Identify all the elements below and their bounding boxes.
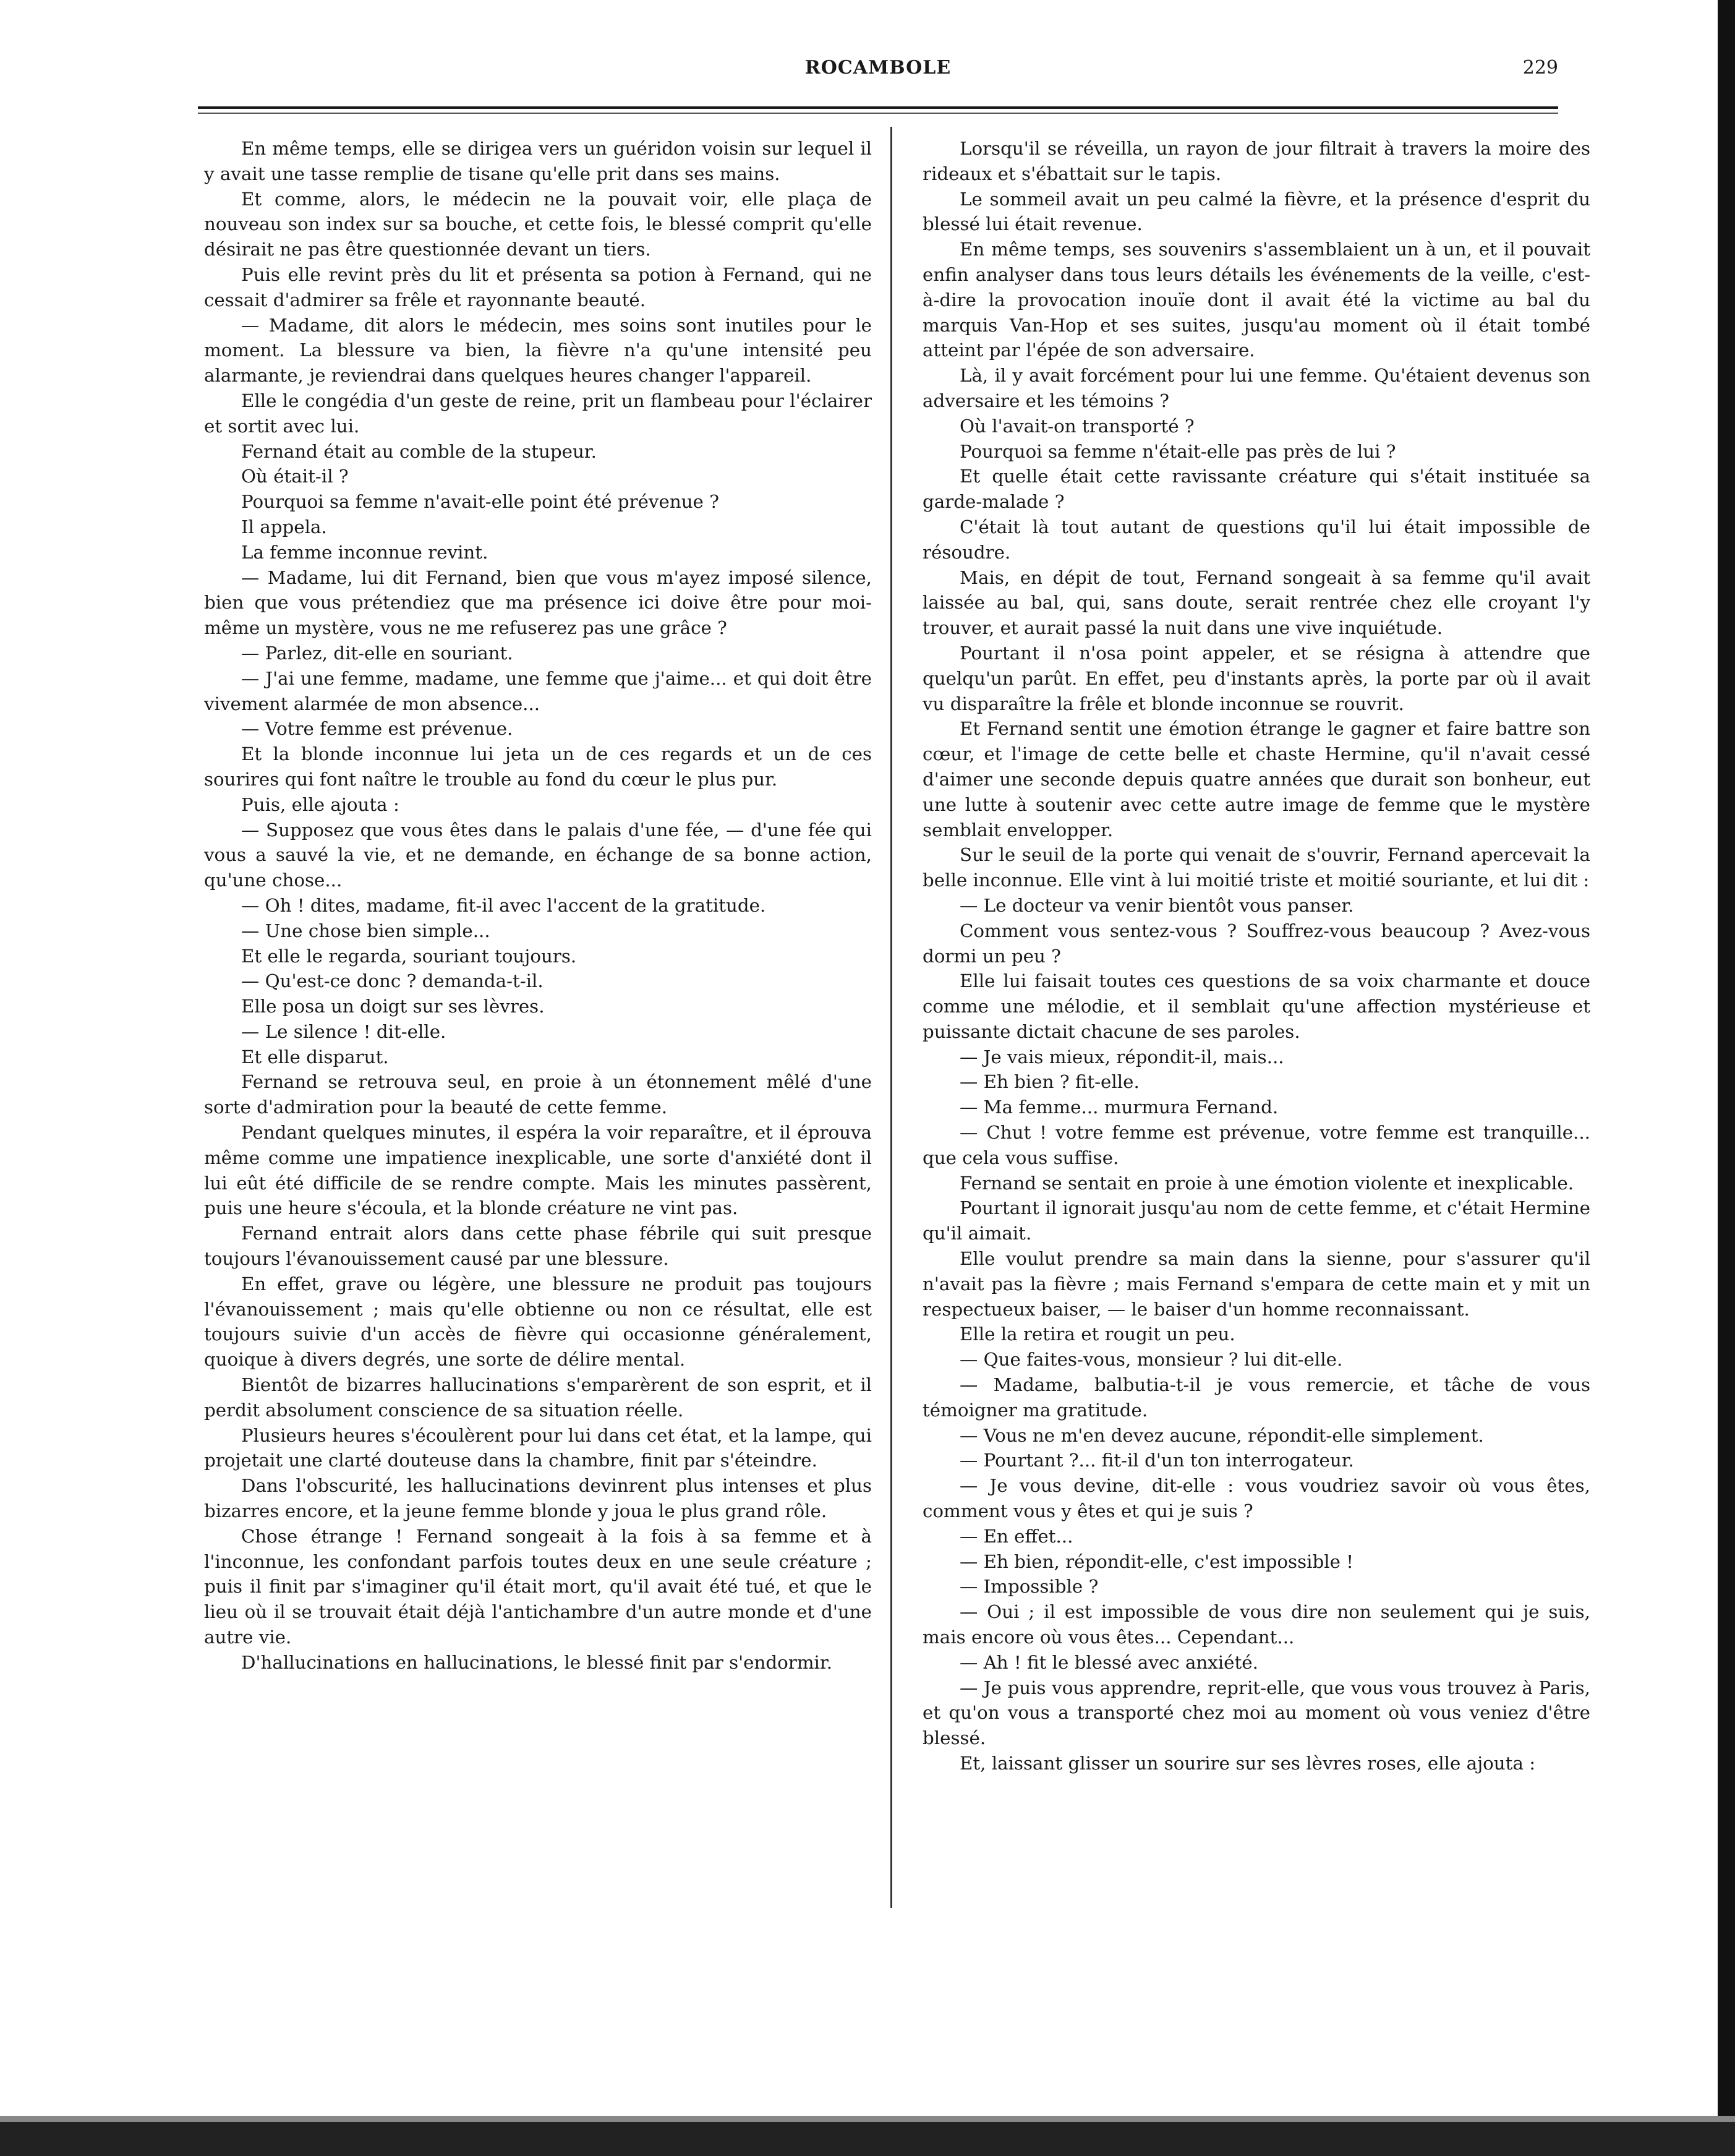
paragraph: Et elle le regarda, souriant toujours. [241, 945, 577, 967]
paragraph: — Pourtant ?... fit-il d'un ton interrogateur. [960, 1450, 1354, 1471]
paragraph: — Vous ne m'en devez aucune, répondit-elle simplement. [960, 1424, 1484, 1446]
paragraph: Et la blonde inconnue lui jeta un de ces regards et un de ces sourires qui font naître le trouble au fond du cœur le plus pur. [204, 743, 872, 790]
paragraph: Lorsqu'il se réveilla, un rayon de jour filtrait à travers la moire des rideaux et s'ébattait sur le tapis. [923, 138, 1590, 184]
right-column [923, 136, 1590, 1776]
paragraph: — Supposez que vous êtes dans le palais d'une fée, — d'une fée qui vous a sauvé la vie, et ne demande, en échange de sa bonne action, qu'une chose... [204, 819, 872, 891]
paragraph: Puis, elle ajouta : [241, 794, 399, 815]
paragraph: — Parlez, dit-elle en souriant. [241, 642, 513, 664]
paragraph: Mais, en dépit de tout, Fernand songeait à sa femme qu'il avait laissée au bal, qui, sans doute, serait rentrée chez elle croyant l'y trouver, et aurait passé la nuit dans une vive inquiétude. [923, 567, 1590, 639]
scan-edge-right [1718, 0, 1735, 2156]
paragraph: — Impossible ? [960, 1576, 1099, 1598]
column-divider [890, 127, 892, 1908]
paragraph: Plusieurs heures s'écoulèrent pour lui dans cet état, et la lampe, qui projetait une clarté douteuse dans la chambre, finit par s'éteindre. [204, 1424, 872, 1471]
paragraph: Le sommeil avait un peu calmé la fièvre, et la présence d'esprit du blessé lui était revenue. [923, 188, 1590, 235]
paragraph: — Que faites-vous, monsieur ? lui dit-elle. [960, 1349, 1343, 1371]
paragraph: — Eh bien, répondit-elle, c'est impossible ! [960, 1551, 1354, 1572]
paragraph: En même temps, ses souvenirs s'assemblaient un à un, et il pouvait enfin analyser dans tous leurs détails les événements de la veille, c'est-à-dire la provocation inouïe dont il avait été la victime au bal du marquis Van-Hop et ses suites, jusqu'au moment où il était tombé atteint par l'épée de son adversaire. [923, 239, 1590, 361]
paragraph: D'hallucinations en hallucinations, le blessé finit par s'endormir. [241, 1651, 833, 1673]
paragraph: — Oh ! dites, madame, fit-il avec l'accent de la gratitude. [241, 894, 766, 916]
paragraph: Dans l'obscurité, les hallucinations devinrent plus intenses et plus bizarres encore, et la jeune femme blonde y joua le plus grand rôle. [204, 1475, 872, 1522]
paragraph: Pourtant il n'osa point appeler, et se résigna à attendre que quelqu'un parût. En effet, peu d'instants après, la porte par où il avait vu disparaître la frêle et blonde inconnue se rouvrit. [923, 642, 1590, 714]
paragraph: — Le silence ! dit-elle. [241, 1020, 446, 1042]
paragraph: — Le docteur va venir bientôt vous panser. [960, 894, 1354, 916]
paragraph: Fernand se sentait en proie à une émotion violente et inexplicable. [960, 1172, 1574, 1194]
paragraph: — Eh bien ? fit-elle. [960, 1071, 1140, 1093]
paragraph: Comment vous sentez-vous ? Souffrez-vous beaucoup ? Avez-vous dormi un peu ? [923, 920, 1590, 967]
paragraph: — Ah ! fit le blessé avec anxiété. [960, 1651, 1258, 1673]
header-rule-thin [198, 113, 1558, 114]
paragraph: En même temps, elle se dirigea vers un guéridon voisin sur lequel il y avait une tasse remplie de tisane qu'elle prit dans ses mains. [204, 138, 872, 184]
paragraph: — Je vous devine, dit-elle : vous voudriez savoir où vous êtes, comment vous y êtes et qui je suis ? [923, 1475, 1590, 1522]
paragraph: — Je puis vous apprendre, reprit-elle, que vous vous trouvez à Paris, et qu'on vous a transporté chez moi au moment où vous veniez d'être blessé. [923, 1677, 1590, 1749]
paragraph: Elle le congédia d'un geste de reine, prit un flambeau pour l'éclairer et sortit avec lui. [204, 390, 872, 437]
paragraph: Pourquoi sa femme n'était-elle pas près de lui ? [960, 440, 1396, 462]
paragraph: Elle lui faisait toutes ces questions de sa voix charmante et douce comme une mélodie, et il semblait qu'une affection mystérieuse et puissante dictait chacune de ses paroles. [923, 970, 1590, 1042]
paragraph: — Votre femme est prévenue. [241, 718, 513, 740]
paragraph: La femme inconnue revint. [241, 541, 488, 563]
paragraph: Et Fernand sentit une émotion étrange le gagner et faire battre son cœur, et l'image de cette belle et chaste Hermine, qu'il n'avait cessé d'aimer une seconde depuis quatre années que durait son bonheur, eut une lutte à soutenir avec cette autre image de femme que le mystère semblait envelopper. [923, 718, 1590, 841]
paragraph: Où l'avait-on transporté ? [960, 415, 1195, 437]
page-header [198, 57, 1558, 88]
paragraph: — J'ai une femme, madame, une femme que j'aime... et qui doit être vivement alarmée de mon absence... [204, 667, 872, 714]
paragraph: — Ma femme... murmura Fernand. [960, 1097, 1279, 1118]
scan-edge-bottom-fade [0, 2116, 1735, 2122]
paragraph: Bientôt de bizarres hallucinations s'emparèrent de son esprit, et il perdit absolument conscience de sa situation réelle. [204, 1374, 872, 1421]
paragraph: Et quelle était cette ravissante créature qui s'était instituée sa garde-malade ? [923, 466, 1590, 513]
paragraph: Et elle disparut. [241, 1046, 389, 1067]
paragraph: — Oui ; il est impossible de vous dire non seulement qui je suis, mais encore où vous êtes... Cependant... [923, 1601, 1590, 1648]
page-number: 229 [1522, 57, 1558, 79]
paragraph: — Une chose bien simple... [241, 920, 490, 941]
paragraph: Elle posa un doigt sur ses lèvres. [241, 996, 545, 1017]
scan-edge-bottom [0, 2122, 1735, 2156]
paragraph: — Madame, dit alors le médecin, mes soins sont inutiles pour le moment. La blessure va bien, la fièvre n'a qu'une intensité peu alarmante, je reviendrai dans quelques heures changer l'appareil. [204, 314, 872, 387]
paragraph: Elle la retira et rougit un peu. [960, 1324, 1235, 1345]
paragraph: Et, laissant glisser un sourire sur ses lèvres roses, elle ajouta : [960, 1753, 1536, 1774]
paragraph: Où était-il ? [241, 466, 349, 487]
paragraph: Pourquoi sa femme n'avait-elle point été prévenue ? [241, 491, 719, 513]
paragraph: En effet, grave ou légère, une blessure ne produit pas toujours l'évanouissement ; mais qu'elle obtienne ou non ce résultat, elle est toujours suivie d'un accès de fièvre qui occasionne généralement, quoique à divers degrés, une sorte de délire mental. [204, 1273, 872, 1371]
paragraph: — Qu'est-ce donc ? demanda-t-il. [241, 970, 544, 992]
paragraph: Pourtant il ignorait jusqu'au nom de cette femme, et c'était Hermine qu'il aimait. [923, 1197, 1590, 1244]
paragraph: Sur le seuil de la porte qui venait de s'ouvrir, Fernand apercevait la belle inconnue. Elle vint à lui moitié triste et moitié souriante, et lui dit : [923, 844, 1590, 891]
paragraph: — Je vais mieux, répondit-il, mais... [960, 1046, 1284, 1067]
paragraph: Chose étrange ! Fernand songeait à la fois à sa femme et à l'inconnue, les confondant parfois toutes deux en une seule créature ; puis il finit par s'imaginer qu'il était mort, qu'il avait été tué, et que le lieu où il se trouvait était déjà l'antichambre d'un autre monde et d'une autre vie. [204, 1525, 872, 1648]
paragraph: Fernand était au comble de la stupeur. [241, 440, 597, 462]
paragraph: Là, il y avait forcément pour lui une femme. Qu'étaient devenus son adversaire et les témoins ? [923, 365, 1590, 411]
left-column [204, 136, 872, 1675]
paragraph: Elle voulut prendre sa main dans la sienne, pour s'assurer qu'il n'avait pas la fièvre ; mais Fernand s'empara de cette main et y mit un respectueux baiser, — le baiser d'un homme reconnaissant. [923, 1248, 1590, 1320]
paragraph: C'était là tout autant de questions qu'il lui était impossible de résoudre. [923, 516, 1590, 563]
paragraph: Fernand entrait alors dans cette phase fébrile qui suit presque toujours l'évanouissement causé par une blessure. [204, 1223, 872, 1270]
paragraph: — Chut ! votre femme est prévenue, votre femme est tranquille... que cela vous suffise. [923, 1122, 1590, 1168]
paragraph: — Madame, balbutia-t-il je vous remercie, et tâche de vous témoigner ma gratitude. [923, 1374, 1590, 1421]
paragraph: Fernand se retrouva seul, en proie à un étonnement mêlé d'une sorte d'admiration pour la beauté de cette femme. [204, 1071, 872, 1118]
paragraph: — En effet... [960, 1525, 1073, 1547]
paragraph: — Madame, lui dit Fernand, bien que vous m'ayez imposé silence, bien que vous prétendiez que ma présence ici doive être pour moi-même un mystère, vous ne me refuserez pas une grâce ? [204, 567, 872, 639]
header-rule [198, 106, 1558, 109]
paragraph: Pendant quelques minutes, il espéra la voir reparaître, et il éprouva même comme une impatience inexplicable, une sorte d'anxiété dont il lui eût été difficile de se rendre compte. Mais les minutes passèrent, puis une heure s'écoula, et la blonde créature ne vint pas. [204, 1122, 872, 1219]
paragraph: Puis elle revint près du lit et présenta sa potion à Fernand, qui ne cessait d'admirer sa frêle et rayonnante beauté. [204, 263, 872, 310]
paragraph: Et comme, alors, le médecin ne la pouvait voir, elle plaça de nouveau son index sur sa bouche, et cette fois, le blessé comprit qu'elle désirait ne pas être questionnée devant un tiers. [204, 188, 872, 260]
paragraph: Il appela. [241, 516, 327, 537]
running-title: ROCAMBOLE [804, 57, 952, 79]
